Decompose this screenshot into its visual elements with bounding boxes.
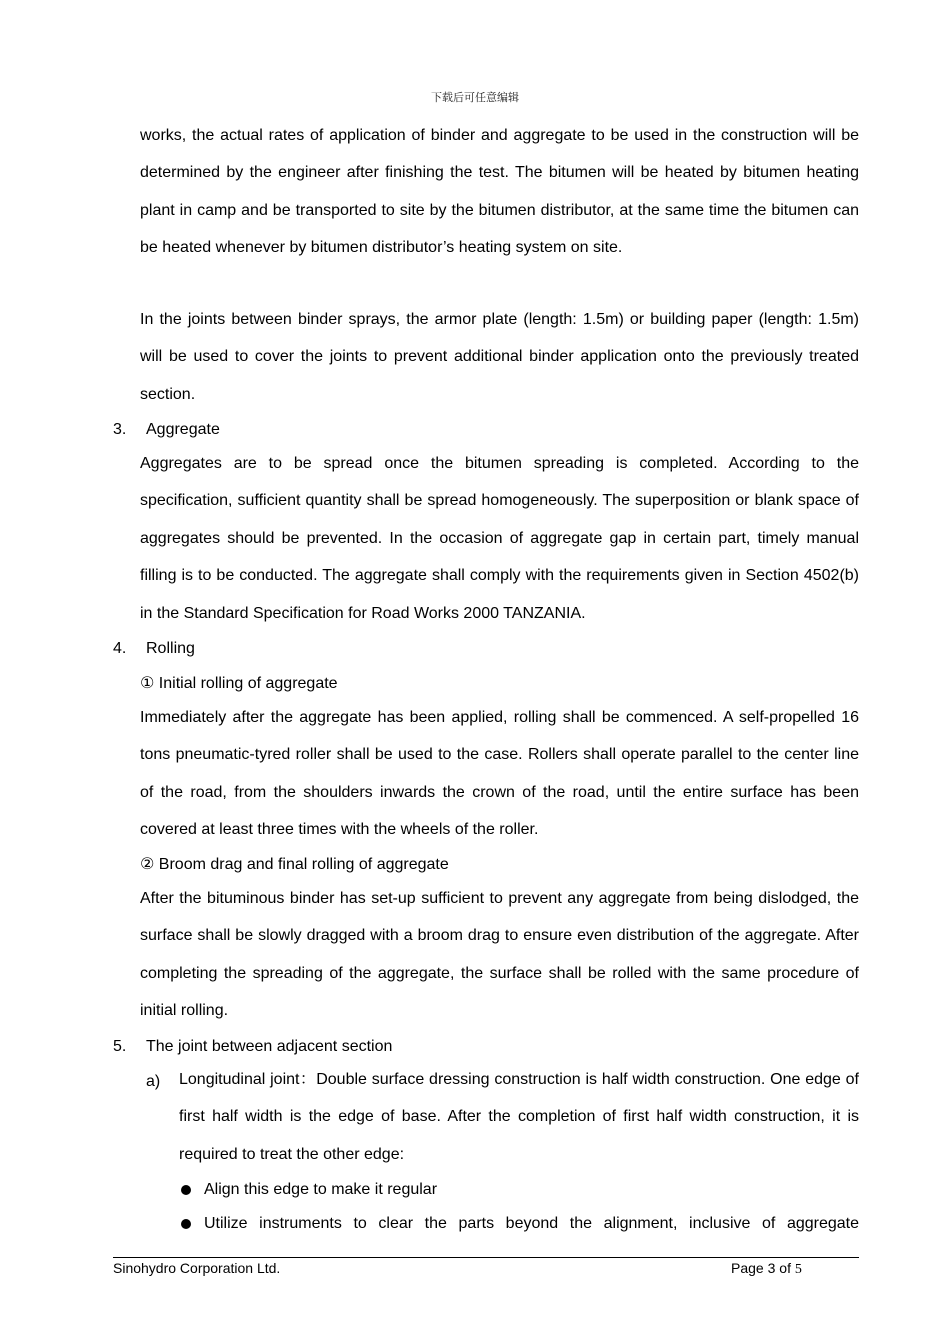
bullet-item: Utilize instruments to clear the parts beyond the alignment, inclusive of aggregate (204, 1215, 859, 1232)
page-of: of (775, 1260, 795, 1276)
footer-company: Sinohydro Corporation Ltd. (113, 1260, 281, 1276)
page-total: 5 (794, 1262, 802, 1277)
list-letter-a: a) (146, 1073, 161, 1090)
list-number-5: 5. (113, 1038, 127, 1055)
page-prefix: Page (731, 1260, 768, 1276)
paragraph-broom-drag: After the bituminous binder has set-up sufficient to prevent any aggregate from being dislodged, the surface shall be slowly dragged with a broom drag to ensure even distribution of the aggregate. After completing the spreading of the aggregate, the surface shall be rolled with the same procedure of initial rolling. (140, 890, 859, 1020)
list-number-4: 4. (113, 640, 127, 657)
section-title-joint: The joint between adjacent section (146, 1038, 393, 1055)
paragraph-initial-rolling: Immediately after the aggregate has been applied, rolling shall be commenced. A self-propelled 16 tons pneumatic-tyred roller shall be used to the case. Rollers shall operate parallel to the center line of the road, from the shoulders inwards the crown of the road, until the entire surface has been covered at least three times with the wheels of the roller. (140, 709, 859, 839)
paragraph-aggregate: Aggregates are to be spread once the bitumen spreading is completed. According to the specification, sufficient quantity shall be spread homogeneously. The superposition or blank space of aggregates should be prevented. In the occasion of aggregate gap in certain part, timely manual filling is to be conducted. The aggregate shall comply with the requirements given in Section 4502(b) in the Standard Specification for Road Works 2000 TANZANIA. (140, 455, 859, 622)
page-header: 下载后可任意编辑 (431, 91, 519, 104)
bullet-item: Align this edge to make it regular (204, 1181, 438, 1198)
paragraph-longitudinal-joint: Longitudinal joint：Double surface dressing construction is half width construction. One edge of first half width is the edge of base. After the completion of first half width construction, it is required to treat the other edge: (179, 1071, 859, 1163)
list-number-3: 3. (113, 421, 127, 438)
footer-divider (113, 1257, 859, 1258)
paragraph-binder-rates: works, the actual rates of application of binder and aggregate to be used in the construction will be determined by the engineer after finishing the test. The bitumen will be heated by bitumen heating plant in camp and be transported to site by the bitumen distributor, at the same time the bitumen can be heated whenever by bitumen distributor’s heating system on site. (140, 127, 859, 257)
subsection-broom-drag: ② Broom drag and final rolling of aggregate (140, 856, 449, 873)
page-current: 3 (767, 1260, 776, 1276)
subsection-initial-rolling: ① Initial rolling of aggregate (140, 675, 338, 692)
section-title-aggregate: Aggregate (146, 421, 220, 438)
footer-page-number (731, 1260, 802, 1278)
paragraph-joints: In the joints between binder sprays, the armor plate (length: 1.5m) or building paper (length: 1.5m) will be used to cover the joints to prevent additional binder application onto the previously treated section. (140, 311, 859, 403)
bullet-icon (181, 1219, 191, 1229)
bullet-icon (181, 1185, 191, 1195)
section-title-rolling: Rolling (146, 640, 195, 657)
